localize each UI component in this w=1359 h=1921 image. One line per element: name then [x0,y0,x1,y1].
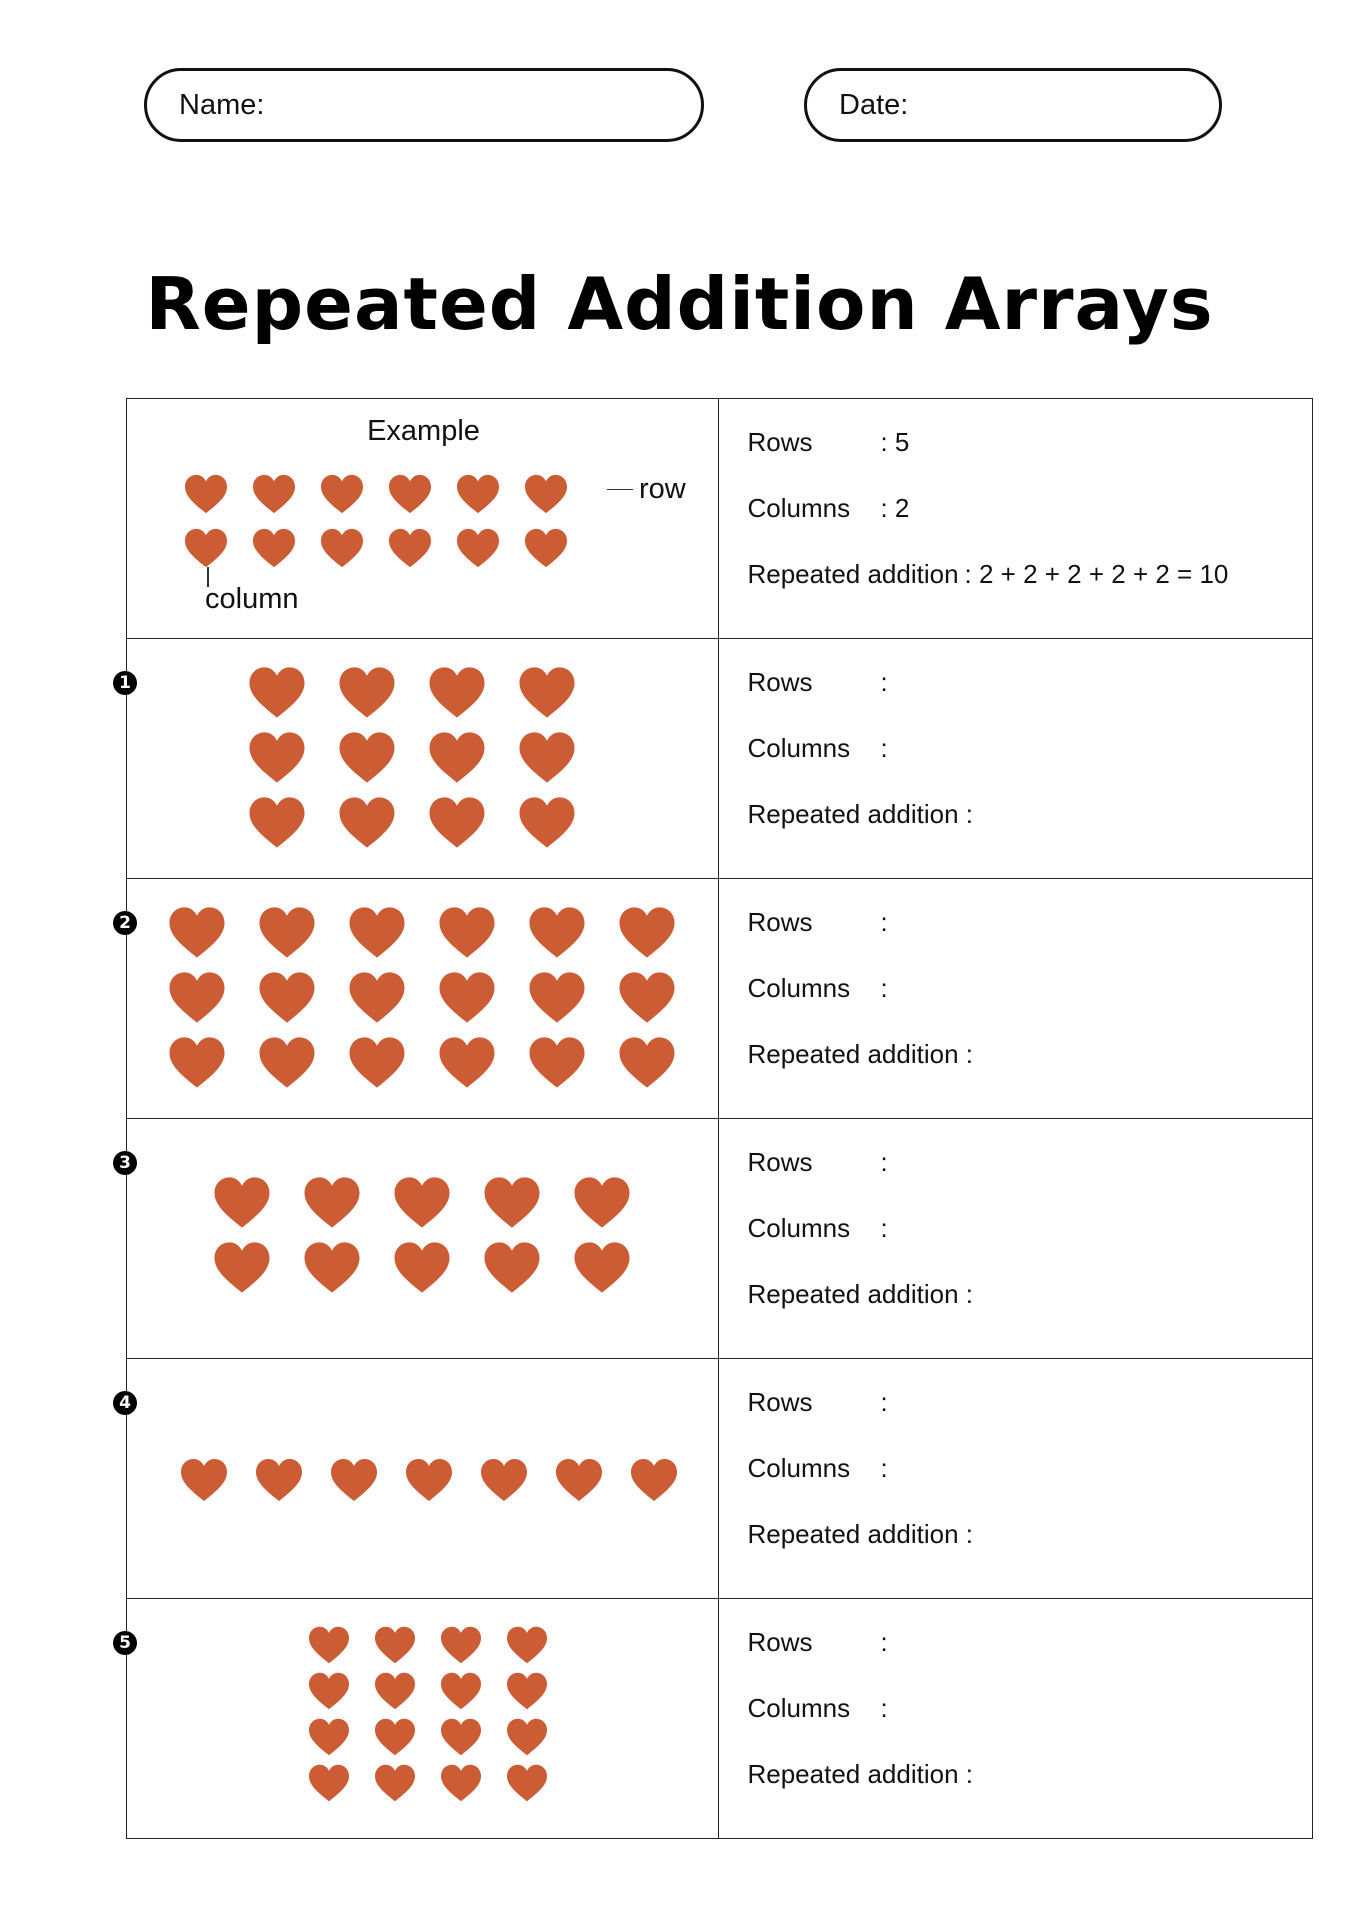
heart-array [307,1625,549,1803]
problem-number-badge: 2 [113,911,137,935]
rows-answer-blank[interactable]: : [880,1147,888,1177]
heart-icon [527,970,587,1025]
heart-icon [247,665,307,720]
heart-icon [307,1717,351,1757]
columns-label: Columns [747,493,851,523]
problem-info-cell [719,1119,1313,1359]
heart-icon [617,970,677,1025]
heart-icon [517,665,577,720]
heart-icon [373,1763,417,1803]
heart-icon [617,1035,677,1090]
problem-row-1 [119,639,1313,879]
heart-icon [373,1671,417,1711]
heart-icon [307,1763,351,1803]
heart-icon [427,795,487,850]
columns-answer-blank[interactable]: : [880,733,888,763]
rows-label: Rows [747,1387,813,1417]
problem-array-cell [119,1119,719,1359]
heart-icon [505,1625,549,1665]
heart-icon [617,905,677,960]
addition-label: Repeated addition : [747,1519,973,1549]
heart-icon [307,1671,351,1711]
addition-label: Repeated addition : [747,1279,973,1309]
heart-icon [482,1175,542,1230]
heart-icon [572,1240,632,1295]
problem-number-badge: 3 [113,1151,137,1175]
columns-answer-blank[interactable]: : [880,1213,888,1243]
heart-icon [257,970,317,1025]
heart-icon [455,473,501,515]
heart-icon [183,473,229,515]
columns-label: Columns [747,1453,851,1483]
heart-icon [337,665,397,720]
columns-answer-blank[interactable]: : [880,1693,888,1723]
columns-line [747,973,1312,1039]
columns-label: Columns [747,733,851,763]
heart-icon [167,970,227,1025]
row-annotation [607,473,686,506]
heart-icon [517,795,577,850]
heart-icon [167,905,227,960]
example-title: Example [367,415,480,447]
addition-line[interactable] [747,799,1312,865]
problem-row-2 [119,879,1313,1119]
problem-array-cell [119,1599,719,1839]
heart-icon [554,1457,604,1503]
example-row [127,399,1313,639]
row-pointer-line [607,489,633,491]
worksheet-table [119,398,1313,1839]
columns-line [747,733,1312,799]
heart-icon [254,1457,304,1503]
heart-icon [257,905,317,960]
problem-number-badge: 4 [113,1391,137,1415]
date-label: Date: [839,88,909,121]
problem-number-badge: 5 [113,1631,137,1655]
heart-icon [319,473,365,515]
problem-number-badge: 1 [113,671,137,695]
heart-icon [392,1240,452,1295]
columns-label: Columns [747,1213,851,1243]
heart-icon [455,527,501,569]
heart-icon [212,1175,272,1230]
rows-label: Rows [747,1627,813,1657]
heart-icon [329,1457,379,1503]
columns-line [747,493,1312,559]
rows-label: Rows [747,667,813,697]
addition-value: : 2 + 2 + 2 + 2 + 2 = 10 [964,559,1229,589]
heart-icon [392,1175,452,1230]
heart-icon [373,1625,417,1665]
problem-array-cell [119,639,719,879]
heart-icon [387,527,433,569]
heart-icon [427,665,487,720]
columns-answer-blank[interactable]: : [880,1453,888,1483]
columns-label: Columns [747,1693,851,1723]
heart-icon [307,1625,351,1665]
heart-icon [337,730,397,785]
problem-info-cell [719,1599,1313,1839]
columns-line [747,1693,1312,1759]
heart-icon [505,1763,549,1803]
rows-label: Rows [747,907,813,937]
heart-array [167,905,677,1090]
name-label: Name: [179,88,265,121]
addition-label: Repeated addition : [747,1759,973,1789]
addition-label: Repeated addition [747,559,959,589]
rows-answer-blank[interactable]: : [880,907,888,937]
rows-answer-blank[interactable]: : [880,1627,888,1657]
example-heart-array [183,473,569,569]
heart-array [212,1175,632,1295]
heart-icon [247,730,307,785]
name-field[interactable] [144,68,704,142]
problem-info-cell [719,639,1313,879]
problem-row-3 [119,1119,1313,1359]
heart-icon [527,1035,587,1090]
heart-icon [427,730,487,785]
addition-line[interactable] [747,1519,1312,1585]
problem-info-cell [719,1359,1313,1599]
column-label: column [205,583,299,615]
heart-icon [439,1717,483,1757]
heart-icon [247,795,307,850]
addition-line[interactable] [747,1759,1312,1825]
rows-value: : 5 [880,427,910,457]
columns-line [747,1213,1312,1279]
heart-icon [523,527,569,569]
columns-answer-blank[interactable]: : [880,973,888,1003]
row-label: row [639,473,686,505]
heart-icon [523,473,569,515]
columns-label: Columns [747,973,851,1003]
heart-icon [437,905,497,960]
heart-icon [347,1035,407,1090]
heart-icon [257,1035,317,1090]
addition-line [747,559,1312,625]
heart-array [179,1457,679,1503]
date-field[interactable] [804,68,1222,142]
heart-icon [183,527,229,569]
problem-row-4 [119,1359,1313,1599]
rows-line [747,1387,1312,1453]
heart-icon [373,1717,417,1757]
rows-line [747,907,1312,973]
problem-array-cell [119,1359,719,1599]
heart-icon [439,1671,483,1711]
heart-icon [527,905,587,960]
rows-line [747,1627,1312,1693]
example-info-cell [719,399,1313,639]
heart-icon [251,473,297,515]
heart-icon [439,1763,483,1803]
heart-icon [437,1035,497,1090]
rows-label: Rows [747,427,813,457]
addition-label: Repeated addition : [747,1039,973,1069]
problem-info-cell [719,879,1313,1119]
heart-icon [179,1457,229,1503]
heart-icon [302,1175,362,1230]
rows-line [747,1147,1312,1213]
problem-array-cell [119,879,719,1119]
heart-icon [251,527,297,569]
example-array-cell [127,399,719,639]
addition-line[interactable] [747,1039,1312,1105]
addition-label: Repeated addition : [747,799,973,829]
heart-icon [302,1240,362,1295]
heart-icon [337,795,397,850]
heart-icon [347,970,407,1025]
heart-icon [482,1240,542,1295]
rows-answer-blank[interactable]: : [880,1387,888,1417]
problem-row-5 [119,1599,1313,1839]
rows-answer-blank[interactable]: : [880,667,888,697]
heart-array [247,665,577,850]
heart-icon [347,905,407,960]
columns-value: : 2 [880,493,910,523]
heart-icon [505,1671,549,1711]
heart-icon [572,1175,632,1230]
heart-icon [479,1457,529,1503]
addition-line[interactable] [747,1279,1312,1345]
worksheet-title: Repeated Addition Arrays [145,262,1214,346]
columns-line [747,1453,1312,1519]
heart-icon [167,1035,227,1090]
heart-icon [505,1717,549,1757]
heart-icon [387,473,433,515]
rows-line [747,427,1312,493]
heart-icon [212,1240,272,1295]
heart-icon [439,1625,483,1665]
heart-icon [319,527,365,569]
heart-icon [629,1457,679,1503]
rows-line [747,667,1312,733]
heart-icon [517,730,577,785]
rows-label: Rows [747,1147,813,1177]
heart-icon [404,1457,454,1503]
heart-icon [437,970,497,1025]
